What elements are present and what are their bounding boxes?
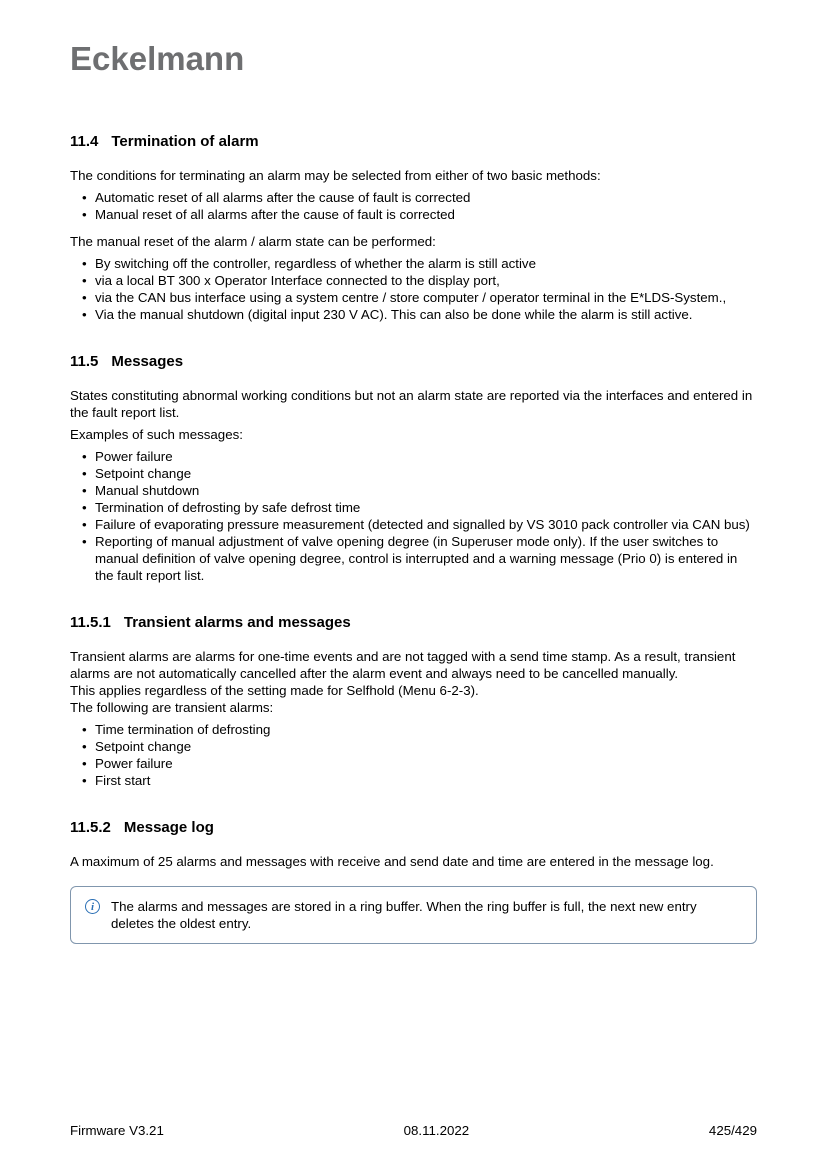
section-title: Termination of alarm xyxy=(111,133,259,150)
list-item: • Setpoint change xyxy=(82,738,757,755)
section-heading-11-5-2 xyxy=(70,819,757,837)
list-item: • Failure of evaporating pressure measurement (detected and signalled by VS 3010 pack controller via CAN bus) xyxy=(82,516,757,533)
eckelmann-logo: Eckelmann xyxy=(70,40,245,77)
footer-page-number: 425/429 xyxy=(708,1123,757,1138)
list-item: • Time termination of defrosting xyxy=(82,721,757,738)
paragraph: A maximum of 25 alarms and messages with receive and send date and time are entered in the message log. xyxy=(70,854,714,869)
section-heading-11-5-1 xyxy=(70,614,757,632)
info-icon: i xyxy=(85,899,100,914)
list-item: • Setpoint change xyxy=(82,465,757,482)
note-text: The alarms and messages are stored in a ring buffer. When the ring buffer is full, the next new entry deletes the oldest entry. xyxy=(111,899,697,931)
section-number: 11.4 xyxy=(70,133,99,150)
list-item: • Power failure xyxy=(82,755,757,772)
info-note xyxy=(70,886,757,944)
list-item: • First start xyxy=(82,772,757,789)
list-item: • Termination of defrosting by safe defrost time xyxy=(82,499,757,516)
section-number: 11.5.1 xyxy=(70,614,111,631)
section-number: 11.5.2 xyxy=(70,819,111,836)
paragraph: Examples of such messages: xyxy=(70,427,243,442)
paragraph: The following are transient alarms: xyxy=(70,700,274,715)
list-item: • via a local BT 300 x Operator Interface connected to the display port, xyxy=(82,272,757,289)
paragraph: Transient alarms are alarms for one-time events and are not tagged with a send time stamp. As a result, transient xyxy=(70,649,736,664)
section-title: Transient alarms and messages xyxy=(123,614,351,631)
paragraph: alarms are not automatically cancelled after the alarm event and always need to be cancelled manually. xyxy=(70,666,679,681)
footer-date: 08.11.2022 xyxy=(403,1123,470,1138)
list-item: • Automatic reset of all alarms after the cause of fault is corrected xyxy=(82,189,757,206)
list-item: • Manual reset of all alarms after the cause of fault is corrected xyxy=(82,206,757,223)
footer-firmware: Firmware V3.21 xyxy=(70,1123,164,1138)
list-item: • Power failure xyxy=(82,448,757,465)
list-item: • Manual shutdown xyxy=(82,482,757,499)
section-title: Messages xyxy=(111,353,184,370)
paragraph: This applies regardless of the setting made for Selfhold (Menu 6-2-3). xyxy=(70,683,479,698)
bullet-list xyxy=(70,189,757,223)
list-item: • By switching off the controller, regardless of whether the alarm is still active xyxy=(82,255,757,272)
paragraph: States constituting abnormal working conditions but not an alarm state are reported via the interfaces and entered in the fault report list. xyxy=(70,388,753,420)
section-title: Message log xyxy=(123,819,214,836)
list-item: • Reporting of manual adjustment of valve opening degree (in Superuser mode only). If the user switches to manual definition of valve opening degree, control is interrupted and a warning message (Prio 0) is entered in the fault report list. xyxy=(82,533,757,584)
list-item: • Via the manual shutdown (digital input 230 V AC). This can also be done while the alarm is still active. xyxy=(82,306,757,323)
page-footer xyxy=(70,1123,757,1139)
bullet-list xyxy=(70,448,757,584)
section-number: 11.5 xyxy=(70,353,99,370)
section-heading-11-5 xyxy=(70,353,757,371)
list-item: • via the CAN bus interface using a system centre / store computer / operator terminal in the E*LDS-System., xyxy=(82,289,757,306)
paragraph: The manual reset of the alarm / alarm state can be performed: xyxy=(70,234,436,249)
paragraph: The conditions for terminating an alarm may be selected from either of two basic methods: xyxy=(70,168,601,183)
section-heading-11-4 xyxy=(70,133,757,151)
bullet-list xyxy=(70,255,757,323)
bullet-list xyxy=(70,721,757,789)
